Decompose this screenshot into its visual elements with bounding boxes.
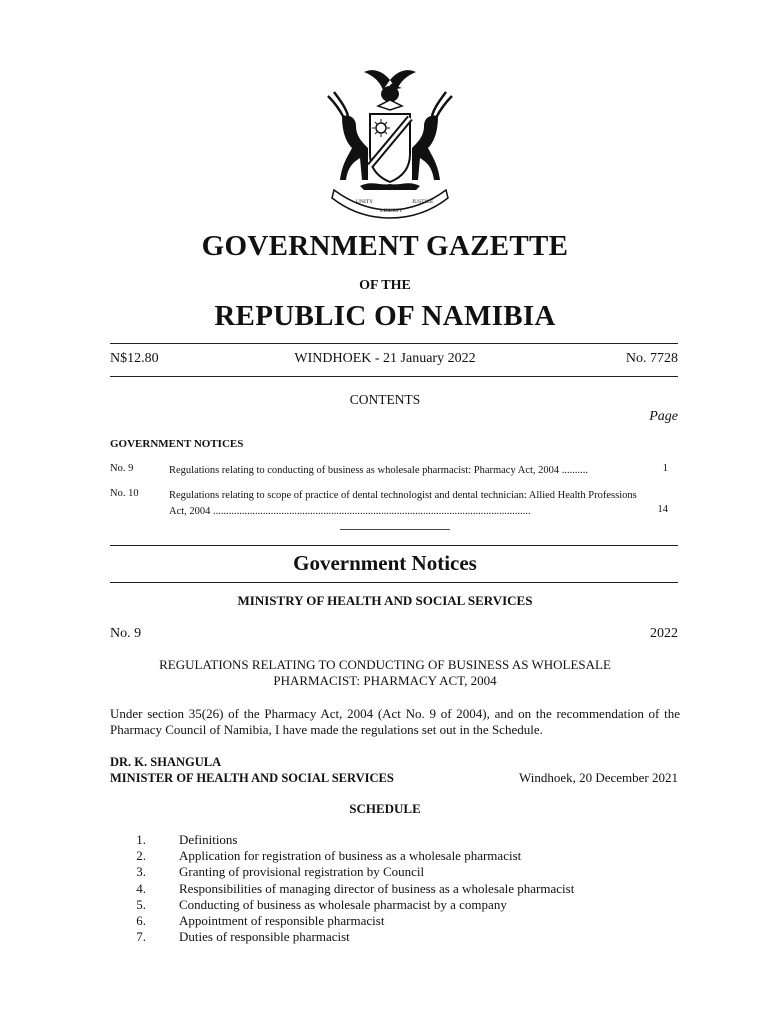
list-item-number: 1. [136, 832, 146, 847]
regulation-title [0, 657, 770, 689]
regulation-title-line: REGULATIONS RELATING TO CONDUCTING OF BUSINESS AS WHOLESALE [159, 657, 611, 672]
contents-section-heading: GOVERNMENT NOTICES [110, 438, 244, 450]
list-item [110, 929, 678, 945]
svg-text:JUSTICE: JUSTICE [412, 199, 434, 205]
toc-item [110, 463, 668, 481]
gazette-title: GOVERNMENT GAZETTE [201, 230, 569, 262]
svg-text:LIBERTY: LIBERTY [380, 208, 403, 214]
schedule-list [110, 832, 678, 945]
list-item [110, 864, 678, 880]
svg-text:UNITY: UNITY [356, 199, 374, 205]
list-item-text: Granting of provisional registration by Council [179, 864, 425, 880]
signatory-title: MINISTER OF HEALTH AND SOCIAL SERVICES [110, 771, 394, 785]
list-item [110, 897, 678, 913]
regulation-title-line: PHARMACIST: PHARMACY ACT, 2004 [273, 673, 497, 688]
list-item-number: 4. [136, 880, 146, 896]
issue-number: No. 7728 [625, 351, 678, 366]
list-item-text: Conducting of business as wholesale pharmacist by a company [179, 896, 507, 912]
divider-top [110, 343, 678, 344]
list-item [110, 881, 678, 897]
list-item-text: Application for registration of business as a wholesale pharmacist [179, 848, 522, 864]
toc-item [110, 488, 668, 522]
toc-item-title: Regulations relating to scope of practice of dental technologist and dental technician: Allied Health Professions Act, 2004 ......................................................................................................................... [169, 490, 637, 517]
divider-notices-top [110, 545, 678, 546]
list-item [110, 913, 678, 929]
schedule-heading: SCHEDULE [349, 801, 421, 816]
list-item-number: 5. [136, 896, 146, 912]
list-item-number: 3. [136, 864, 146, 880]
issue-place-date: WINDHOEK - 21 January 2022 [294, 351, 476, 366]
signed-place-date: Windhoek, 20 December 2021 [518, 770, 678, 785]
notice-year: 2022 [650, 626, 678, 641]
gazette-of-the: OF THE [359, 278, 411, 293]
list-item-text: Responsibilities of managing director of business as a wholesale pharmacist [179, 880, 575, 896]
list-item-number: 2. [136, 848, 146, 864]
ministry-heading: MINISTRY OF HEALTH AND SOCIAL SERVICES [237, 593, 533, 608]
toc-item-number: No. 10 [110, 488, 139, 499]
list-item-number: 6. [136, 912, 146, 928]
list-item-number: 7. [136, 929, 146, 945]
divider-notices-bottom [110, 582, 678, 583]
gazette-republic: REPUBLIC OF NAMIBIA [214, 300, 556, 332]
notice-header [110, 626, 678, 642]
toc-item-page: 14 [657, 504, 668, 515]
list-item [110, 832, 678, 848]
signatory-name: DR. K. SHANGULA [110, 755, 222, 769]
notice-body: Under section 35(26) of the Pharmacy Act, 2004 (Act No. 9 of 2004), and on the recommendation of the Pharmacy Council of Namibia, I have made the regulations set out in the Schedule. [110, 706, 680, 737]
list-item-text: Definitions [179, 832, 238, 847]
list-item-text: Duties of responsible pharmacist [179, 929, 350, 945]
divider-bottom [110, 376, 678, 377]
toc-item-number: No. 9 [110, 463, 134, 474]
contents-page-label: Page [649, 409, 678, 424]
contents-heading: CONTENTS [349, 392, 421, 407]
toc-item-title: Regulations relating to conducting of business as wholesale pharmacist: Pharmacy Act, 2004 .......... [169, 465, 589, 476]
coat-of-arms-emblem [320, 62, 460, 222]
toc-item-page: 1 [662, 463, 668, 474]
contents-end-rule [340, 529, 450, 530]
list-item-text: Appointment of responsible pharmacist [179, 912, 385, 928]
notices-heading: Government Notices [293, 551, 477, 575]
list-item [110, 848, 678, 864]
signature-block [110, 754, 678, 786]
issue-price: N$12.80 [110, 351, 159, 366]
notice-number: No. 9 [110, 626, 142, 641]
